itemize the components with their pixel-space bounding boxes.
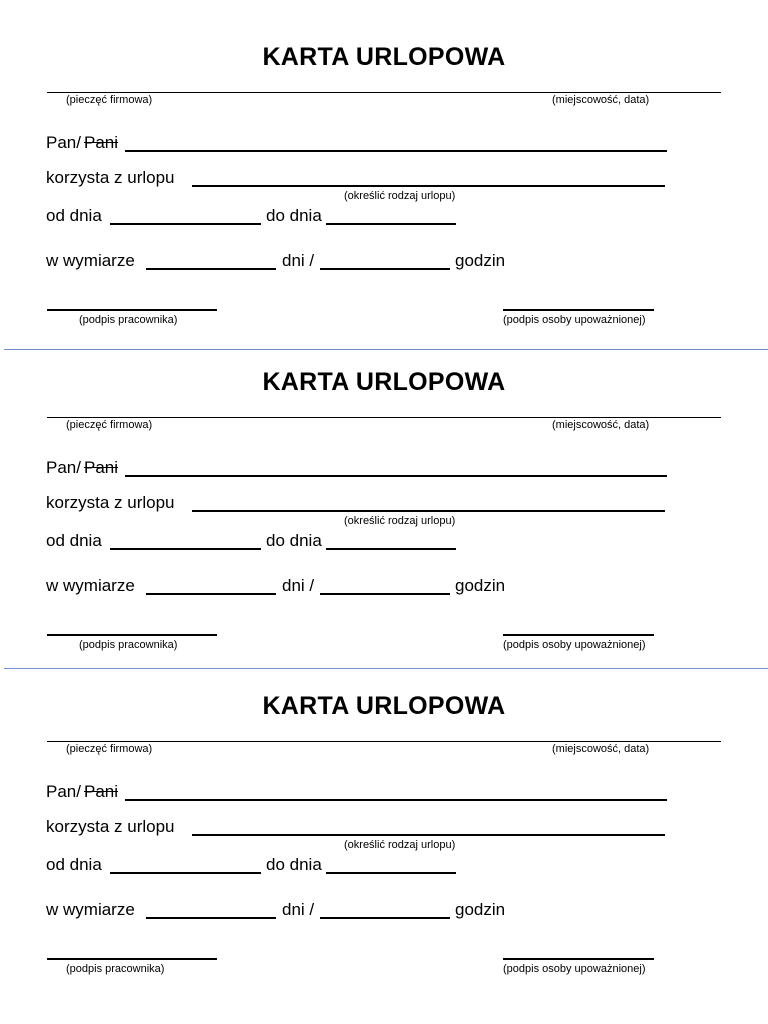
employee-signature-field[interactable]: [47, 634, 217, 636]
to-date-field[interactable]: [326, 223, 456, 225]
leave-label: korzysta z urlopu: [46, 493, 175, 512]
employee-signature-caption: (podpis pracownika): [79, 314, 178, 326]
header-line: [47, 741, 721, 742]
authorized-signature-caption: (podpis osoby upoważnionej): [503, 639, 646, 651]
days-field[interactable]: [146, 268, 276, 270]
employee-signature-field[interactable]: [47, 309, 217, 311]
hours-field[interactable]: [320, 268, 450, 270]
authorized-signature-caption: (podpis osoby upoważnionej): [503, 963, 646, 975]
card-title: KARTA URLOPOWA: [262, 43, 506, 71]
place-date-caption: (miejscowość, data): [552, 94, 650, 106]
pani-label: Pani: [84, 458, 119, 477]
place-date-caption: (miejscowość, data): [552, 419, 650, 431]
name-field[interactable]: [125, 150, 667, 152]
card-title: KARTA URLOPOWA: [262, 692, 506, 720]
to-date-field[interactable]: [326, 548, 456, 550]
to-label: do dnia: [266, 855, 322, 874]
authorized-signature-field[interactable]: [503, 958, 654, 960]
employee-signature-caption: (podpis pracownika): [79, 639, 178, 651]
leave-type-caption: (określić rodzaj urlopu): [344, 515, 456, 527]
leave-card-2: [0, 325, 768, 650]
hours-label: godzin: [455, 251, 506, 270]
days-field[interactable]: [146, 917, 276, 919]
pan-label: Pan/: [46, 782, 81, 801]
hours-label: godzin: [455, 900, 506, 919]
pani-label: Pani: [84, 782, 119, 801]
hours-field[interactable]: [320, 593, 450, 595]
header-line: [47, 92, 721, 93]
amount-label: w wymiarze: [46, 251, 135, 270]
leave-type-field[interactable]: [192, 510, 665, 512]
card-title: KARTA URLOPOWA: [262, 368, 506, 396]
hours-field[interactable]: [320, 917, 450, 919]
from-date-field[interactable]: [110, 223, 261, 225]
leave-type-caption: (określić rodzaj urlopu): [344, 839, 456, 851]
days-label: dni /: [282, 251, 315, 270]
name-field[interactable]: [125, 799, 667, 801]
from-label: od dnia: [46, 855, 102, 874]
place-date-caption: (miejscowość, data): [552, 743, 650, 755]
employee-signature-caption: (podpis pracownika): [66, 963, 165, 975]
leave-type-field[interactable]: [192, 185, 665, 187]
from-date-field[interactable]: [110, 872, 261, 874]
leave-label: korzysta z urlopu: [46, 168, 175, 187]
to-label: do dnia: [266, 531, 322, 550]
leave-label: korzysta z urlopu: [46, 817, 175, 836]
amount-label: w wymiarze: [46, 900, 135, 919]
name-field[interactable]: [125, 475, 667, 477]
amount-label: w wymiarze: [46, 576, 135, 595]
employee-signature-field[interactable]: [47, 958, 217, 960]
from-label: od dnia: [46, 206, 102, 225]
leave-card-3: [0, 649, 768, 974]
pan-label: Pan/: [46, 458, 81, 477]
days-field[interactable]: [146, 593, 276, 595]
stamp-caption: (pieczęć firmowa): [66, 419, 153, 431]
from-date-field[interactable]: [110, 548, 261, 550]
header-line: [47, 417, 721, 418]
to-label: do dnia: [266, 206, 322, 225]
pani-label: Pani: [84, 133, 119, 152]
stamp-caption: (pieczęć firmowa): [66, 743, 153, 755]
to-date-field[interactable]: [326, 872, 456, 874]
leave-type-field[interactable]: [192, 834, 665, 836]
from-label: od dnia: [46, 531, 102, 550]
leave-card-1: [0, 0, 768, 325]
days-label: dni /: [282, 900, 315, 919]
pan-label: Pan/: [46, 133, 81, 152]
leave-type-caption: (określić rodzaj urlopu): [344, 190, 456, 202]
authorized-signature-caption: (podpis osoby upoważnionej): [503, 314, 646, 326]
stamp-caption: (pieczęć firmowa): [66, 94, 153, 106]
authorized-signature-field[interactable]: [503, 309, 654, 311]
days-label: dni /: [282, 576, 315, 595]
hours-label: godzin: [455, 576, 506, 595]
authorized-signature-field[interactable]: [503, 634, 654, 636]
